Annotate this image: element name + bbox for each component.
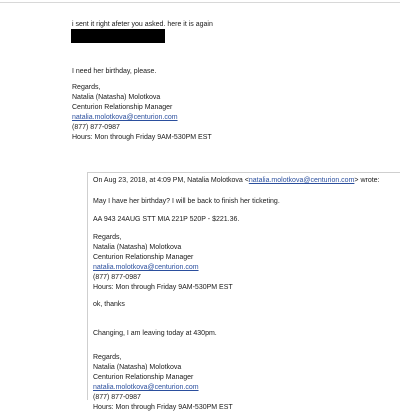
signature-email-link[interactable]: natalia.molotkova@centurion.com	[93, 264, 199, 271]
signature-hours: Hours: Mon through Friday 9AM-530PM EST	[93, 284, 233, 291]
quoted-question: May I have her birthday? I will be back to finish her ticketing.	[93, 198, 280, 205]
signature-title: Centurion Relationship Manager	[93, 374, 194, 381]
quoted-header-suffix: > wrote:	[354, 177, 380, 184]
signature-hours: Hours: Mon through Friday 9AM-530PM EST	[93, 404, 233, 411]
signature-email-link[interactable]: natalia.molotkova@centurion.com	[72, 114, 178, 121]
request-text: I need her birthday, please.	[72, 68, 157, 75]
signature-phone: (877) 877-0987	[93, 394, 141, 401]
quoted-reply: ok, thanks	[93, 301, 125, 308]
signature-regards: Regards,	[72, 84, 101, 91]
quoted-header	[93, 176, 380, 186]
quoted-header-prefix: On Aug 23, 2018, at 4:09 PM, Natalia Molotkova <	[93, 177, 249, 184]
quoted-question-block	[93, 197, 280, 207]
quoted-changing-block	[93, 329, 217, 339]
signature-email-link[interactable]: natalia.molotkova@centurion.com	[93, 384, 199, 391]
quoted-changing: Changing, I am leaving today at 430pm.	[93, 330, 217, 337]
signature-hours: Hours: Mon through Friday 9AM-530PM EST	[72, 134, 212, 141]
signature-block	[72, 83, 212, 143]
signature-regards: Regards,	[93, 354, 122, 361]
quoted-flight-details: AA 943 24AUG STT MIA 221P 520P - $221.36.	[93, 216, 240, 223]
signature-name: Natalia (Natasha) Molotkova	[72, 94, 161, 101]
quoted-flight-block	[93, 215, 239, 225]
signature-regards: Regards,	[93, 234, 122, 241]
quote-top-border	[87, 172, 400, 173]
top-divider	[0, 2, 400, 3]
quote-left-border	[87, 172, 88, 400]
quoted-signature-1	[93, 233, 233, 293]
signature-phone: (877) 877-0987	[93, 274, 141, 281]
quoted-reply-block	[93, 300, 125, 310]
signature-title: Centurion Relationship Manager	[72, 104, 173, 111]
sender-reply-line: i sent it right afeter you asked. here it is again	[72, 21, 213, 28]
signature-name: Natalia (Natasha) Molotkova	[93, 364, 182, 371]
redaction-box	[71, 29, 165, 43]
signature-title: Centurion Relationship Manager	[93, 254, 194, 261]
quoted-header-email-link[interactable]: natalia.molotkova@centurion.com	[248, 177, 355, 184]
signature-name: Natalia (Natasha) Molotkova	[93, 244, 182, 251]
signature-phone: (877) 877-0987	[72, 124, 120, 131]
quoted-signature-2	[93, 353, 233, 413]
request-line	[72, 67, 156, 77]
